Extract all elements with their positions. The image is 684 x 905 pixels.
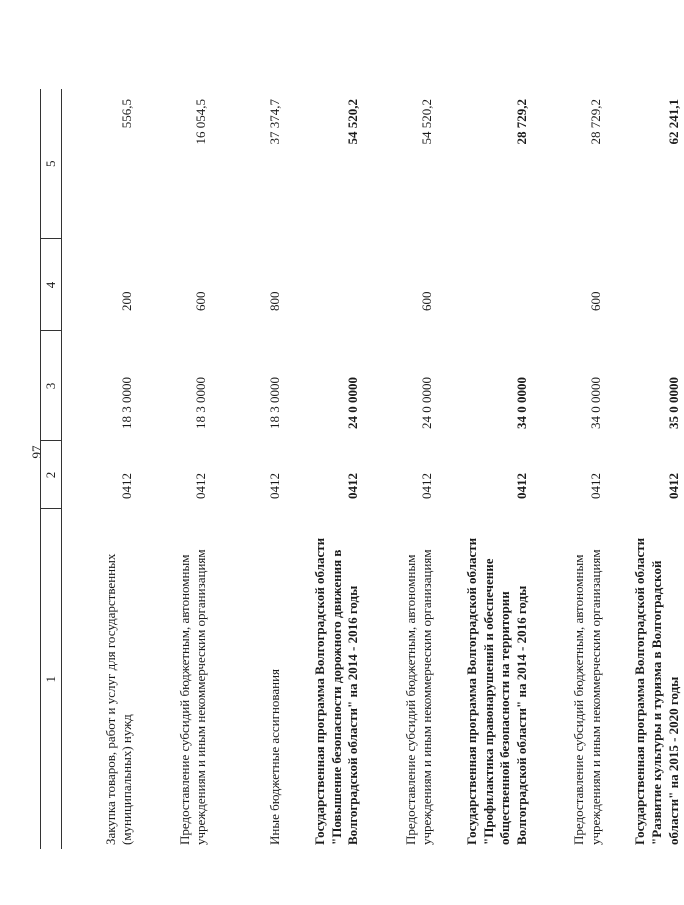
row-code-cell: 24 0 0000: [419, 377, 435, 429]
page-number: 97: [29, 445, 44, 459]
table-header-row: [41, 89, 62, 849]
row-expense-type-cell: 200: [119, 291, 135, 311]
row-section-cell: 0412: [419, 473, 435, 499]
row-amount-cell: 62 241,1: [665, 99, 681, 145]
row-amount-cell: 37 374,7: [267, 99, 283, 145]
row-name-cell: Государственная программа Волгоградской области "Повышение безопасности дорожного движения в Волгоградской области" на 2014 - 2016 годы: [312, 537, 361, 845]
row-amount-cell: 556,5: [119, 99, 135, 129]
table-row: [555, 89, 606, 849]
row-expense-type-cell: [629, 239, 684, 331]
row-amount-cell: 16 054,5: [193, 99, 209, 145]
table-row-program: [629, 89, 684, 849]
row-code-cell: 18 3 0000: [119, 377, 135, 429]
row-section-cell: 0412: [193, 473, 209, 499]
row-code-cell: 18 3 0000: [267, 377, 283, 429]
row-expense-type-cell: 600: [587, 291, 603, 311]
row-expense-type-cell: 600: [419, 291, 435, 311]
row-expense-type-cell: [309, 239, 364, 331]
row-amount-cell: 54 520,2: [419, 99, 435, 145]
row-section-cell: 0412: [587, 473, 603, 499]
row-name-cell: Закупка товаров, работ и услуг для государственных (муниципальных) нужд: [102, 553, 135, 845]
row-name-cell: Государственная программа Волгоградской области "Профилактика правонарушений и обеспечение общественной безопасности на территории Волгоградской области" на 2014 - 2016 годы: [463, 537, 529, 845]
table-row: [235, 89, 286, 849]
row-section-cell: 0412: [119, 473, 135, 499]
budget-table: [40, 89, 684, 849]
table-row-program: [309, 89, 364, 849]
row-code-cell: 35 0 0000: [665, 377, 681, 429]
table-body: [62, 89, 684, 849]
row-section-cell: 0412: [267, 473, 283, 499]
row-code-cell: 18 3 0000: [193, 377, 209, 429]
table-row: [387, 89, 438, 849]
header-col-2: 2: [41, 441, 62, 509]
header-col-1: 1: [41, 509, 62, 849]
row-name-cell: Иные бюджетные ассигнования: [267, 668, 283, 845]
header-col-4: 4: [41, 239, 62, 331]
row-name-cell: Предоставление субсидий бюджетным, автономным учреждениям и иным некоммерческим организациям: [571, 549, 603, 845]
row-expense-type-cell: 800: [267, 291, 283, 311]
header-col-5: 5: [41, 89, 62, 239]
table-row: [87, 89, 138, 849]
row-section-cell: 0412: [345, 473, 361, 499]
row-name-cell: Государственная программа Волгоградской области "Развитие культуры и туризма в Волгоградской области" на 2015 - 2020 годы: [632, 537, 681, 845]
row-name-cell: Предоставление субсидий бюджетным, автономным учреждениям и иным некоммерческим организациям: [402, 549, 435, 845]
row-section-cell: 0412: [513, 473, 529, 499]
row-code-cell: 34 0 0000: [587, 377, 603, 429]
table-row: [161, 89, 212, 849]
row-code-cell: 34 0 0000: [513, 377, 529, 429]
row-amount-cell: 28 729,2: [513, 99, 529, 145]
table-spacer-row: [62, 89, 88, 849]
row-expense-type-cell: 600: [193, 291, 209, 311]
row-expense-type-cell: [461, 239, 533, 331]
row-section-cell: 0412: [665, 473, 681, 499]
header-col-3: 3: [41, 331, 62, 441]
row-amount-cell: 54 520,2: [345, 99, 361, 145]
row-amount-cell: 28 729,2: [587, 99, 603, 145]
row-name-cell: Предоставление субсидий бюджетным, автономным учреждениям и иным некоммерческим организациям: [176, 549, 209, 845]
table-row-program: [461, 89, 533, 849]
rotated-page-content: [40, 59, 681, 879]
row-code-cell: 24 0 0000: [345, 377, 361, 429]
